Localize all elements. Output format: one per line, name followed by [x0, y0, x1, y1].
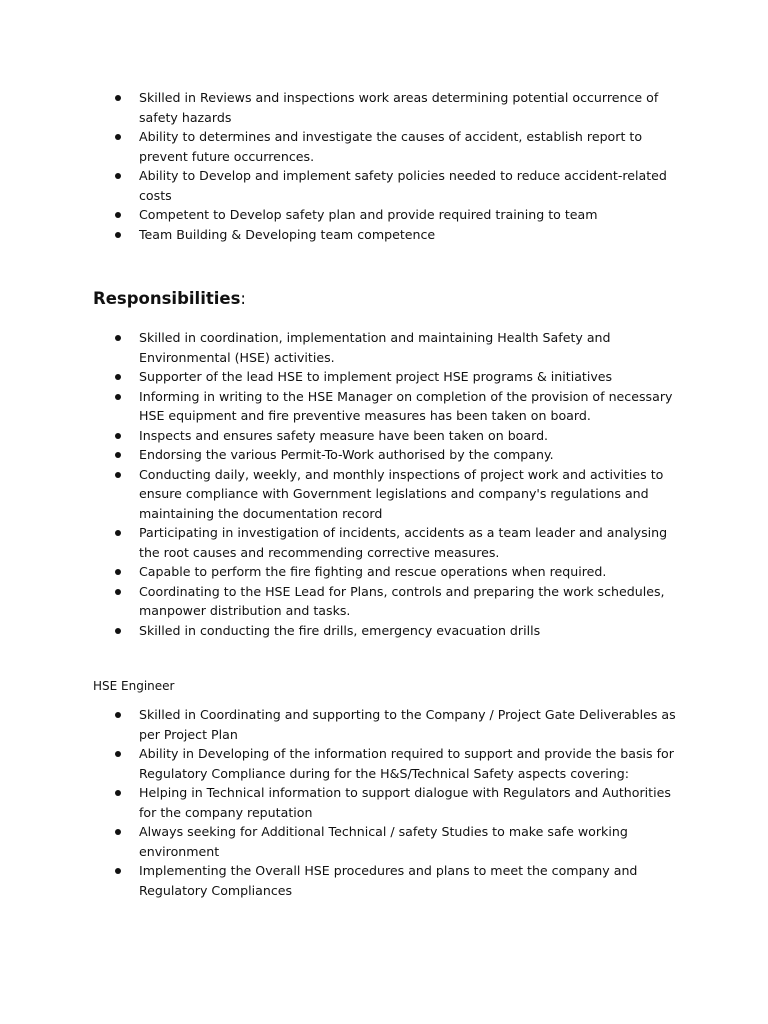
- list-item: [0, 861, 768, 900]
- bullet-icon: [115, 212, 121, 218]
- list-item-text: Always seeking for Additional Technical / safety Studies to make safe working environment: [139, 824, 628, 859]
- list-item: [0, 582, 768, 621]
- bullet-icon: [115, 829, 121, 835]
- bullet-icon: [115, 751, 121, 757]
- bullet-icon: [115, 173, 121, 179]
- hse-engineer-heading: HSE Engineer: [93, 679, 175, 693]
- list-item: [0, 205, 768, 225]
- bullet-icon: [115, 868, 121, 874]
- bullet-icon: [115, 712, 121, 718]
- list-item: [0, 783, 768, 822]
- bullet-icon: [115, 95, 121, 101]
- skills-list: [0, 88, 768, 244]
- bullet-icon: [115, 394, 121, 400]
- list-item-text: Skilled in Reviews and inspections work areas determining potential occurrence of safety hazards: [139, 90, 659, 125]
- bullet-icon: [115, 335, 121, 341]
- bullet-icon: [115, 589, 121, 595]
- list-item-text: Supporter of the lead HSE to implement project HSE programs & initiatives: [139, 369, 613, 384]
- hse-engineer-list: [0, 705, 768, 900]
- bullet-icon: [115, 530, 121, 536]
- list-item: [0, 465, 768, 524]
- list-item-text: Implementing the Overall HSE procedures and plans to meet the company and Regulatory Compliances: [139, 863, 638, 898]
- list-item-text: Capable to perform the fire fighting and rescue operations when required.: [139, 564, 607, 579]
- bullet-icon: [115, 628, 121, 634]
- list-item-text: Ability to determines and investigate the causes of accident, establish report to prevent future occurrences.: [139, 129, 643, 164]
- list-item-text: Skilled in conducting the fire drills, emergency evacuation drills: [139, 622, 541, 638]
- list-item: [0, 225, 768, 245]
- bullet-icon: [115, 472, 121, 478]
- list-item-text: Ability in Developing of the information required to support and provide the basis for Regulatory Compliance during for the H&S/Technical Safety aspects covering:: [139, 746, 674, 781]
- list-item-text: Skilled in Coordinating and supporting to the Company / Project Gate Deliverables as per Project Plan: [139, 707, 676, 742]
- bullet-icon: [115, 452, 121, 458]
- bullet-icon: [115, 232, 121, 238]
- list-item: [0, 426, 768, 446]
- list-item: [0, 445, 768, 465]
- list-item: [0, 127, 768, 166]
- bullet-icon: [115, 569, 121, 575]
- bullet-icon: [115, 374, 121, 380]
- list-item-text: Inspects and ensures safety measure have been taken on board.: [139, 427, 549, 443]
- list-item: [0, 744, 768, 783]
- list-item-text: Conducting daily, weekly, and monthly inspections of project work and activities to ensure compliance with Government legislations and company's regulations and maintaining the documentation record: [139, 466, 664, 521]
- list-item-text: Team Building & Developing team competence: [139, 226, 436, 242]
- list-item: [0, 705, 768, 744]
- list-item: [0, 367, 768, 387]
- responsibilities-heading-text: Responsibilities: [93, 289, 241, 308]
- list-item: [0, 328, 768, 367]
- list-item-text: Endorsing the various Permit-To-Work authorised by the company.: [139, 447, 554, 462]
- list-item-text: Helping in Technical information to support dialogue with Regulators and Authorities for the company reputation: [139, 785, 671, 820]
- responsibilities-list: [0, 328, 768, 640]
- heading-colon: :: [240, 289, 246, 308]
- list-item: [0, 822, 768, 861]
- list-item: [0, 621, 768, 641]
- bullet-icon: [115, 134, 121, 140]
- bullet-icon: [115, 790, 121, 796]
- list-item-text: Participating in investigation of incidents, accidents as a team leader and analysing the root causes and recommending corrective measures.: [139, 525, 668, 560]
- list-item: [0, 523, 768, 562]
- list-item: [0, 166, 768, 205]
- responsibilities-heading: [93, 288, 246, 310]
- list-item-text: Ability to Develop and implement safety policies needed to reduce accident-related costs: [139, 168, 667, 203]
- list-item: [0, 562, 768, 582]
- list-item-text: Informing in writing to the HSE Manager on completion of the provision of necessary HSE equipment and fire preventive measures has been taken on board.: [139, 388, 673, 423]
- list-item-text: Competent to Develop safety plan and provide required training to team: [139, 207, 598, 222]
- list-item: [0, 88, 768, 127]
- list-item: [0, 387, 768, 426]
- list-item-text: Coordinating to the HSE Lead for Plans, controls and preparing the work schedules, manpower distribution and tasks.: [139, 583, 665, 618]
- bullet-icon: [115, 433, 121, 439]
- list-item-text: Skilled in coordination, implementation and maintaining Health Safety and Environmental (HSE) activities.: [139, 330, 611, 365]
